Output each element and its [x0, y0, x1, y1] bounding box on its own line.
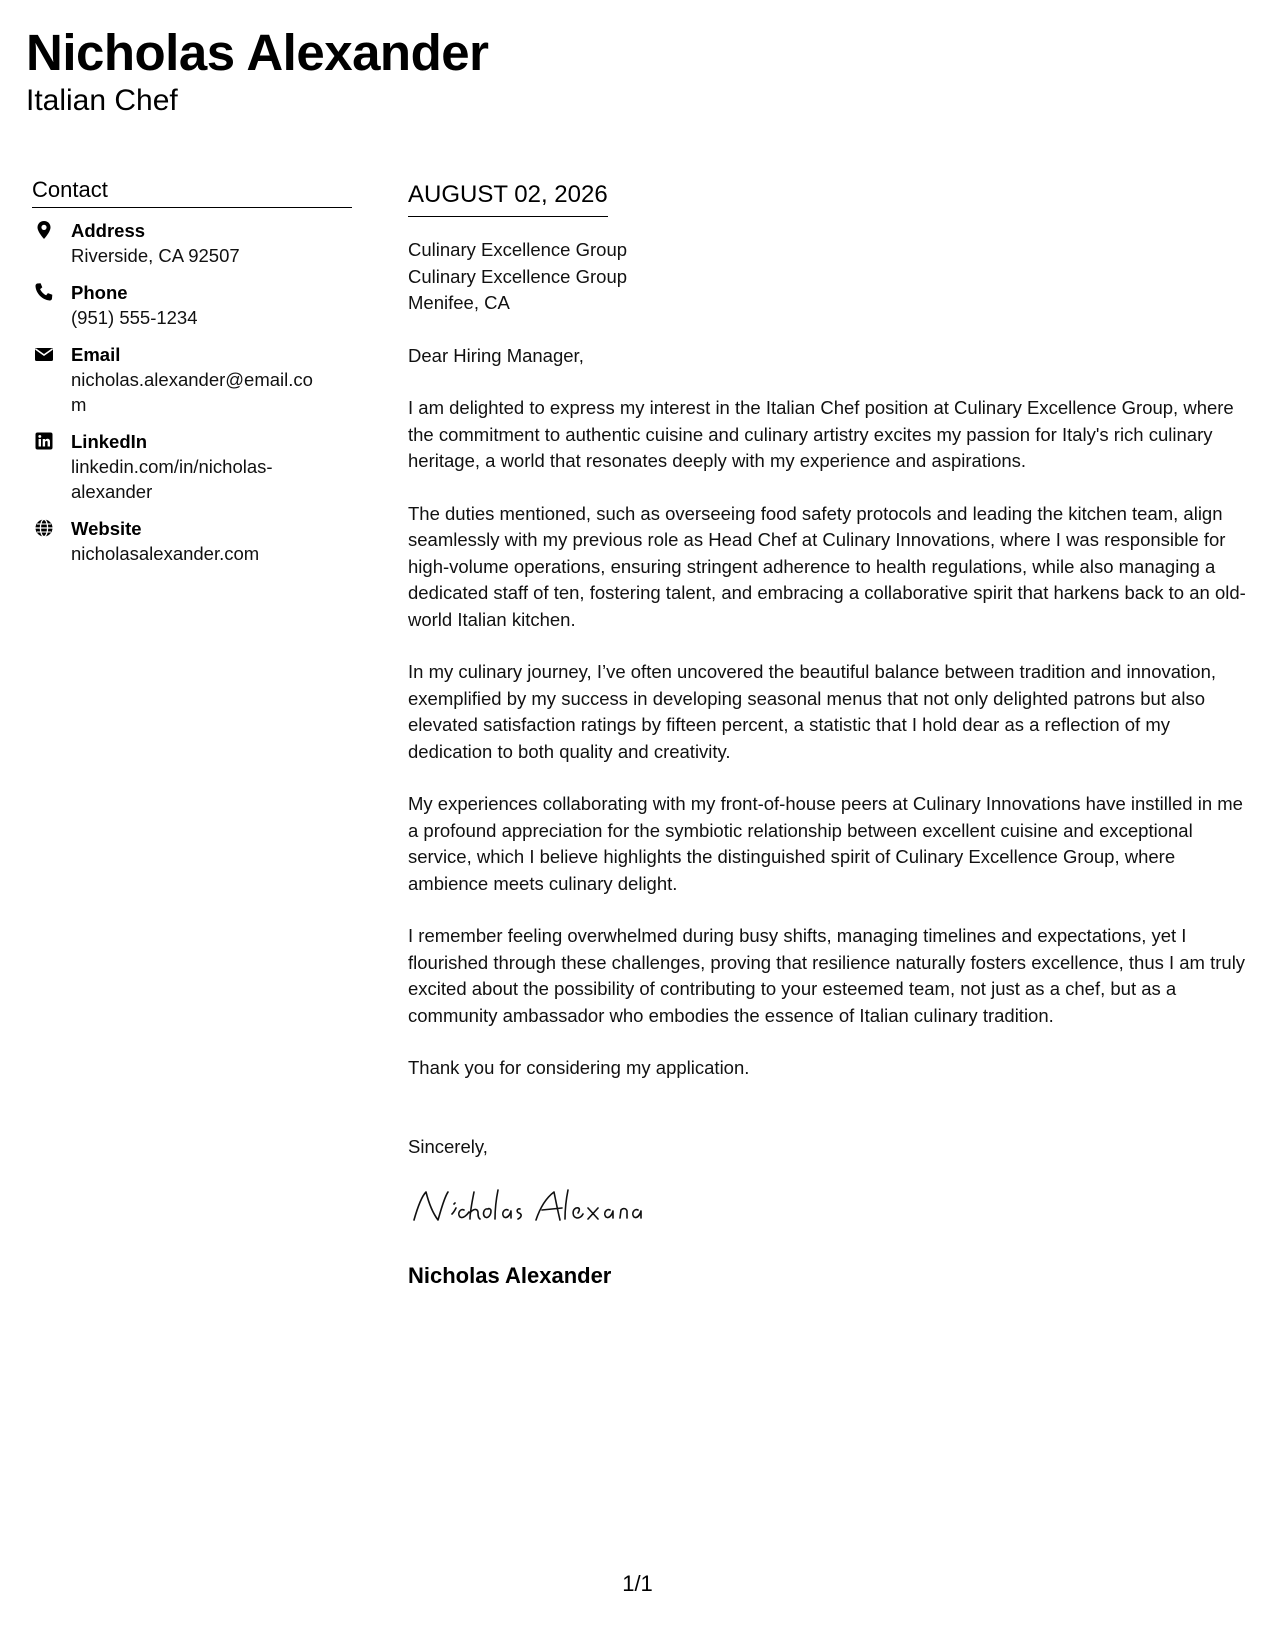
body-paragraph: Thank you for considering my application.	[408, 1057, 750, 1078]
globe-icon	[34, 518, 54, 538]
map-pin-icon	[34, 220, 54, 240]
linkedin-value[interactable]: linkedin.com/in/nicholas-alexander	[71, 456, 273, 502]
candidate-name: Nicholas Alexander	[26, 24, 489, 81]
contact-item-website	[32, 516, 352, 566]
website-value[interactable]: nicholasalexander.com	[71, 543, 260, 564]
salutation: Dear Hiring Manager,	[408, 344, 584, 366]
contact-label: Phone	[71, 282, 128, 303]
signed-name: Nicholas Alexander	[408, 1263, 612, 1288]
body-paragraph: In my culinary journey, I’ve often uncovered the beautiful balance between tradition and innovation, exemplified by my success in developing seasonal menus that not only delighted patrons but also elevated satisfaction ratings by fifteen percent, a statistic that I hold dear as a reflection of my dedication to both quality and creativity.	[408, 661, 1217, 762]
contact-sidebar	[32, 176, 352, 578]
recipient-block	[408, 237, 1248, 317]
phone-icon	[34, 282, 54, 302]
candidate-role: Italian Chef	[26, 84, 178, 117]
recipient-line: Culinary Excellence Group	[408, 239, 628, 260]
contact-item-linkedin	[32, 429, 352, 504]
body-paragraph: I am delighted to express my interest in the Italian Chef position at Culinary Excellence Group, where the commitment to authentic cuisine and culinary artistry excites my passion for Italy's rich culinary heritage, a world that resonates deeply with my experience and aspirations.	[408, 397, 1234, 471]
letter-date: AUGUST 02, 2026	[408, 180, 608, 217]
phone-value: (951) 555-1234	[71, 307, 198, 328]
linkedin-icon	[34, 431, 54, 451]
contact-label: Email	[71, 344, 121, 365]
page-number: 1/1	[622, 1571, 653, 1596]
address-value: Riverside, CA 92507	[71, 245, 240, 266]
closing: Sincerely,	[408, 1135, 488, 1157]
contact-item-address	[32, 218, 352, 268]
recipient-line: Menifee, CA	[408, 292, 510, 313]
envelope-icon	[34, 344, 54, 364]
contact-label: LinkedIn	[71, 431, 148, 452]
recipient-line: Culinary Excellence Group	[408, 265, 628, 287]
contact-label: Address	[71, 220, 146, 241]
contact-label: Website	[71, 518, 142, 539]
body-paragraph: I remember feeling overwhelmed during busy shifts, managing timelines and expectations, yet I flourished through these challenges, proving that resilience naturally fosters excellence, thus I am truly excited about the possibility of contributing to your esteemed team, not just as a chef, but as a community ambassador who embodies the essence of Italian culinary tradition.	[408, 925, 1246, 1026]
body-paragraph: The duties mentioned, such as overseeing food safety protocols and leading the kitchen team, align seamlessly with my previous role as Head Chef at Culinary Innovations, where I was responsible for high-volume operations, ensuring stringent adherence to health regulations, while also managing a dedicated staff of ten, fostering talent, and embracing a collaborative spirit that harkens back to an old-world Italian kitchen.	[408, 502, 1246, 630]
contact-list	[32, 218, 352, 566]
handwritten-signature	[408, 1184, 668, 1236]
contact-heading: Contact	[32, 176, 352, 208]
contact-item-email	[32, 342, 352, 417]
letter-body	[408, 180, 1248, 1290]
body-paragraph: My experiences collaborating with my front-of-house peers at Culinary Innovations have instilled in me a profound appreciation for the symbiotic relationship between excellent cuisine and exceptional service, which I believe highlights the distinguished spirit of Culinary Excellence Group, where ambience meets culinary delight.	[408, 793, 1243, 894]
contact-item-phone	[32, 280, 352, 330]
email-value[interactable]: nicholas.alexander@email.com	[71, 369, 313, 415]
